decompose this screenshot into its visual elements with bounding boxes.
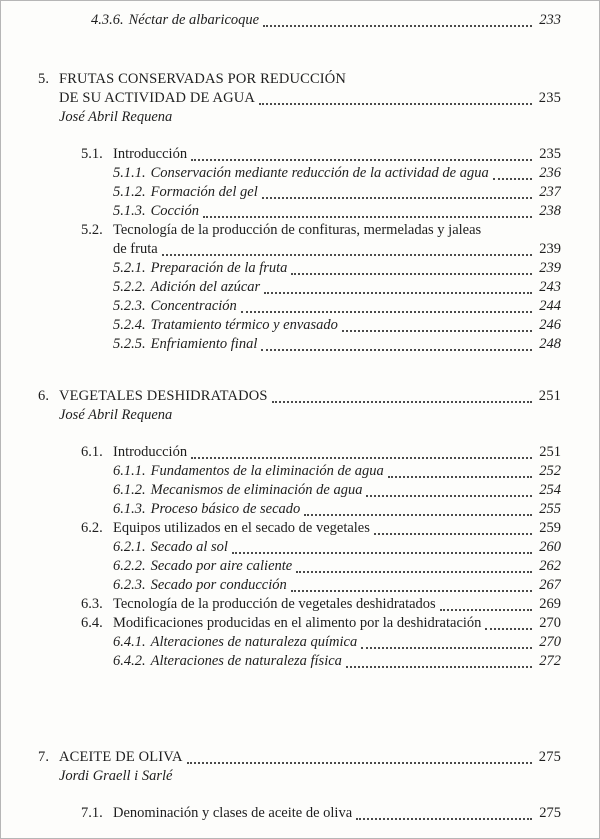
entry-number: 6.4. [81,615,103,631]
page-number: 272 [539,653,561,669]
dot-leader [366,495,532,497]
entry-title: Secado al sol [150,539,228,555]
dot-leader [187,762,532,764]
entry-list [38,443,561,671]
entry-number: 6.1. [81,444,103,460]
entry-list [38,804,561,823]
entry-title: DE SU ACTIVIDAD DE AGUA [59,90,255,106]
page-number: 259 [539,520,561,536]
page-number: 262 [539,558,561,574]
dot-leader [346,666,532,668]
page-number: 260 [539,539,561,555]
dot-leader [291,590,532,592]
entry-number: 6.1.3. [113,501,146,517]
dot-leader [296,571,532,573]
chapter-block [38,387,561,671]
page-number: 246 [539,317,561,333]
chapter-heading-row [38,89,561,108]
dot-leader [356,818,532,820]
page-number: 251 [539,444,561,460]
toc [38,11,561,823]
entry-title: Fundamentos de la eliminación de agua [150,463,384,479]
dot-leader [291,273,532,275]
toc-entry-row [38,145,561,164]
chapter-block [38,70,561,354]
dot-leader [304,514,532,516]
entry-number: 5.2.4. [113,317,146,333]
entry-title: José Abril Requena [59,407,173,423]
entry-number: 5.1.1. [113,165,146,181]
entry-title: Mecanismos de eliminación de agua [150,482,363,498]
entry-title: Denominación y clases de aceite de oliva [113,805,353,821]
toc-entry-row [38,11,561,30]
toc-entry-row [38,519,561,538]
page-number: 275 [538,749,561,765]
page-number: 233 [539,12,561,28]
toc-entry-row [38,278,561,297]
entry-number: 6.2.3. [113,577,146,593]
entry-title: Jordi Graell i Sarlé [59,768,173,784]
chapter-heading-row [38,387,561,406]
page-number: 235 [538,90,561,106]
page-number: 255 [539,501,561,517]
entry-title: Enfriamiento final [150,336,258,352]
toc-entry-row [38,557,561,576]
entry-number: 6.3. [81,596,103,612]
entry-title: Secado por aire caliente [150,558,293,574]
dot-leader [191,457,532,459]
dot-leader [232,552,532,554]
toc-entry-row [38,183,561,202]
dot-leader [241,311,532,313]
page-number: 275 [539,805,561,821]
entry-number: 5. [38,71,50,87]
toc-entry-row [38,538,561,557]
dot-leader [263,25,532,27]
entry-title: Introducción [113,146,188,162]
entry-title: Formación del gel [150,184,258,200]
entry-title: Cocción [150,203,199,219]
page-number: 270 [539,634,561,650]
dot-leader [259,103,532,105]
entry-number: 6.2.2. [113,558,146,574]
entry-title: José Abril Requena [59,109,173,125]
entry-number: 5.2.1. [113,260,146,276]
dot-leader [485,628,532,630]
entry-title: Adición del azúcar [150,279,261,295]
chapter-heading-row [38,748,561,767]
page-number: 248 [539,336,561,352]
entry-title: Proceso básico de secado [150,501,301,517]
entry-number: 6.4.1. [113,634,146,650]
dot-leader [374,533,532,535]
toc-entry-row [38,259,561,278]
entry-number: 5.2. [81,222,103,238]
toc-entry-row [38,804,561,823]
toc-entry-row [38,500,561,519]
chapter-author [38,406,561,425]
page-number: 270 [539,615,561,631]
dot-leader [342,330,532,332]
chapter-author [38,767,561,786]
entry-number: 7. [38,749,50,765]
entry-number: 5.2.3. [113,298,146,314]
entry-title: Tecnología de la producción de vegetales deshidratados [113,596,436,612]
entry-title: Tratamiento térmico y envasado [150,317,338,333]
entry-number: 6.1.2. [113,482,146,498]
dot-leader [264,292,532,294]
toc-entry-row [38,443,561,462]
entry-title: de fruta [113,241,158,257]
toc-entry-row [38,297,561,316]
page-number: 235 [539,146,561,162]
toc-entry-row [38,652,561,671]
toc-entry-row [38,595,561,614]
entry-number: 6.1.1. [113,463,146,479]
toc-entry-row [38,221,561,240]
entry-number: 6.4.2. [113,653,146,669]
entry-title: Preparación de la fruta [150,260,288,276]
page-number: 252 [539,463,561,479]
page-number: 237 [539,184,561,200]
entry-number: 5.1.2. [113,184,146,200]
page-number: 251 [538,388,561,404]
toc-entry-row [38,481,561,500]
dot-leader [191,159,532,161]
page-number: 269 [539,596,561,612]
entry-number: 6. [38,388,50,404]
chapter-author [38,108,561,127]
dot-leader [388,476,532,478]
dot-leader [493,178,532,180]
entry-title: Alteraciones de naturaleza química [150,634,358,650]
page-number: 244 [539,298,561,314]
toc-entry-row [38,335,561,354]
entry-title: Equipos utilizados en el secado de vegetales [113,520,370,536]
page-number: 236 [539,165,561,181]
toc-entry-row [38,164,561,183]
entry-number: 6.2.1. [113,539,146,555]
entry-title: Concentración [150,298,237,314]
entry-title: VEGETALES DESHIDRATADOS [59,388,268,404]
entry-title: Introducción [113,444,188,460]
entry-list [38,145,561,354]
entry-number: 5.2.2. [113,279,146,295]
entry-number: 7.1. [81,805,103,821]
page-number: 239 [539,260,561,276]
page-number: 243 [539,279,561,295]
chapter-heading-row [38,70,561,89]
entry-title: Conservación mediante reducción de la actividad de agua [150,165,489,181]
entry-number: 5.2.5. [113,336,146,352]
toc-entry-row [38,633,561,652]
toc-entry-row [38,202,561,221]
entry-title: Alteraciones de naturaleza física [150,653,342,669]
entry-title: Modificaciones producidas en el alimento por la deshidratación [113,615,482,631]
toc-entry-row [38,316,561,335]
page-number: 238 [539,203,561,219]
entry-number: 6.2. [81,520,103,536]
entry-title: Secado por conducción [150,577,287,593]
entry-title: Tecnología de la producción de confituras, mermeladas y jaleas [113,222,482,238]
entry-title: ACEITE DE OLIVA [59,749,183,765]
dot-leader [440,609,532,611]
dot-leader [162,254,532,256]
toc-entry-row [38,576,561,595]
dot-leader [261,349,532,351]
entry-number: 4.3.6. [91,12,124,28]
entry-number: 5.1.3. [113,203,146,219]
toc-entry-row [38,240,561,259]
dot-leader [262,197,532,199]
dot-leader [361,647,532,649]
page-number: 239 [539,241,561,257]
entry-title: Néctar de albaricoque [128,12,260,28]
chapter-block [38,748,561,823]
toc-entry-row [38,614,561,633]
page-number: 267 [539,577,561,593]
toc-entry-row [38,462,561,481]
dot-leader [272,401,532,403]
page-number: 254 [539,482,561,498]
entry-number: 5.1. [81,146,103,162]
entry-title: FRUTAS CONSERVADAS POR REDUCCIÓN [59,71,347,87]
dot-leader [203,216,532,218]
